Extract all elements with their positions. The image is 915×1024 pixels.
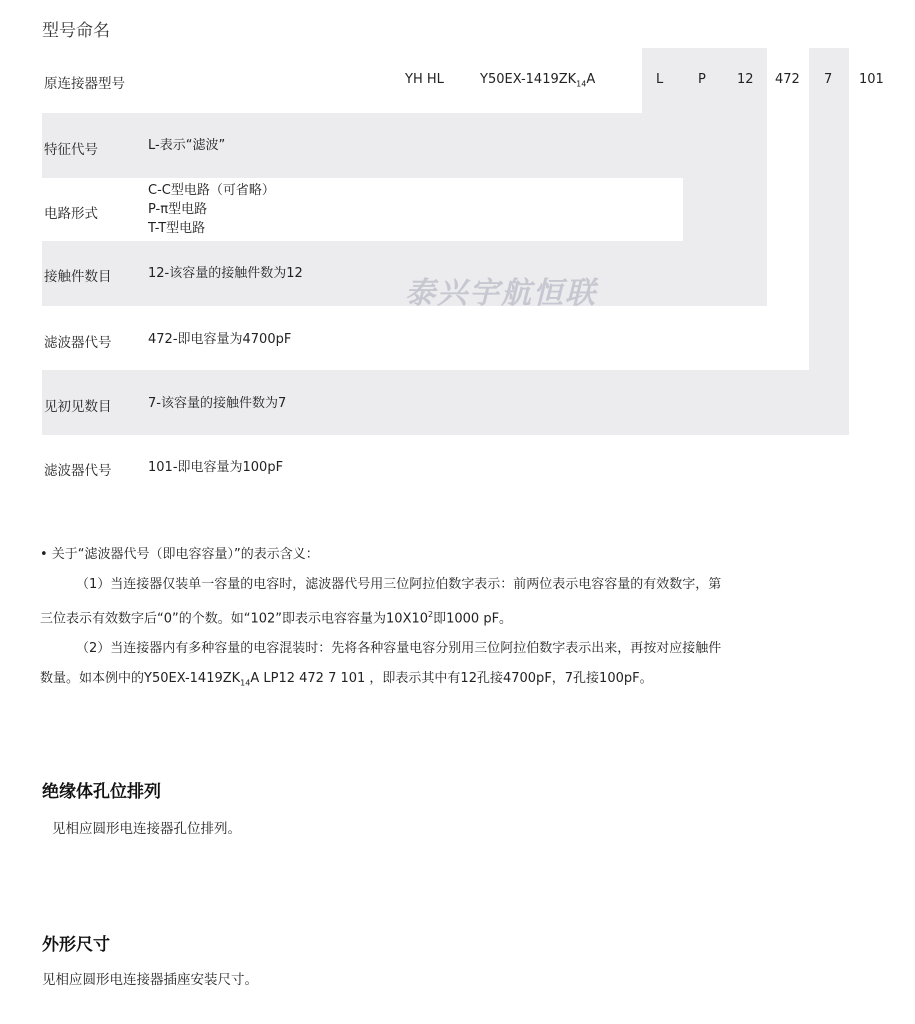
note-1-line-1: （1）当连接器仅装单一容量的电容时，滤波器代号用三位阿拉伯数字表示：前两位表示电容容量的有效数字，第	[76, 577, 722, 592]
notes-heading: • 关于“滤波器代号（即电容容量）”的表示含义：	[40, 547, 319, 562]
row-desc-contacts: 12-该容量的接触件数为12	[148, 266, 303, 281]
page-title: 型号命名	[42, 21, 110, 41]
row-desc-circuit	[148, 181, 275, 238]
note-1-line-2: 三位表示有效数字后“0”的个数。如“102”即表示电容容量为$10X10^2$即1000 pF。	[40, 610, 513, 627]
row-desc-filter-2: 101-即电容量为100pF	[148, 460, 284, 475]
section-text-hole-layout: 见相应圆形电连接器孔位排列。	[52, 821, 241, 837]
code-7: 7	[824, 72, 833, 87]
code-P: P	[698, 72, 706, 87]
row-label-count-2: 见初见数目	[44, 399, 112, 415]
circuit-option-p: P-π型电路	[148, 202, 208, 217]
circuit-option-cc: C-C型电路（可省略）	[148, 183, 275, 198]
code-101: 101	[859, 72, 884, 87]
filter-code-notes	[40, 540, 910, 699]
code-12: 12	[737, 72, 754, 87]
row-label-filter-1: 滤波器代号	[44, 335, 112, 351]
band-row-2	[42, 113, 683, 178]
header-label: 原连接器型号	[44, 76, 125, 92]
code-model: $Y50EX-1419ZK_{14}A$	[480, 72, 596, 89]
watermark: 泰兴宇航恒联	[405, 276, 597, 311]
row-label-filter-2: 滤波器代号	[44, 463, 112, 479]
section-heading-dimensions: 外形尺寸	[42, 935, 110, 955]
section-text-dimensions: 见相应圆形电连接器插座安装尺寸。	[42, 972, 258, 988]
row-desc-filter-1: 472-即电容量为4700pF	[148, 332, 292, 347]
code-yhhl: YH HL	[405, 72, 444, 87]
code-472: 472	[775, 72, 800, 87]
section-heading-hole-layout: 绝缘体孔位排列	[42, 782, 161, 802]
row-desc-count-2: 7-该容量的接触件数为7	[148, 396, 287, 411]
note-2-line-2: 数量。如本例中的$Y50EX-1419ZK_{14}A$ LP12 472 7 101 ，即表示其中有12孔接4700pF，7孔接100pF。	[40, 671, 653, 688]
row-desc-feature: L-表示“滤波”	[148, 138, 226, 153]
note-2-line-1: （2）当连接器内有多种容量的电容混装时：先将各种容量电容分别用三位阿拉伯数字表示出来，再按对应接触件	[76, 641, 722, 657]
row-label-feature: 特征代号	[44, 142, 98, 158]
code-L: L	[656, 72, 664, 87]
row-label-contacts: 接触件数目	[44, 269, 112, 285]
row-label-circuit: 电路形式	[44, 206, 98, 222]
circuit-option-t: T-T型电路	[148, 221, 206, 236]
